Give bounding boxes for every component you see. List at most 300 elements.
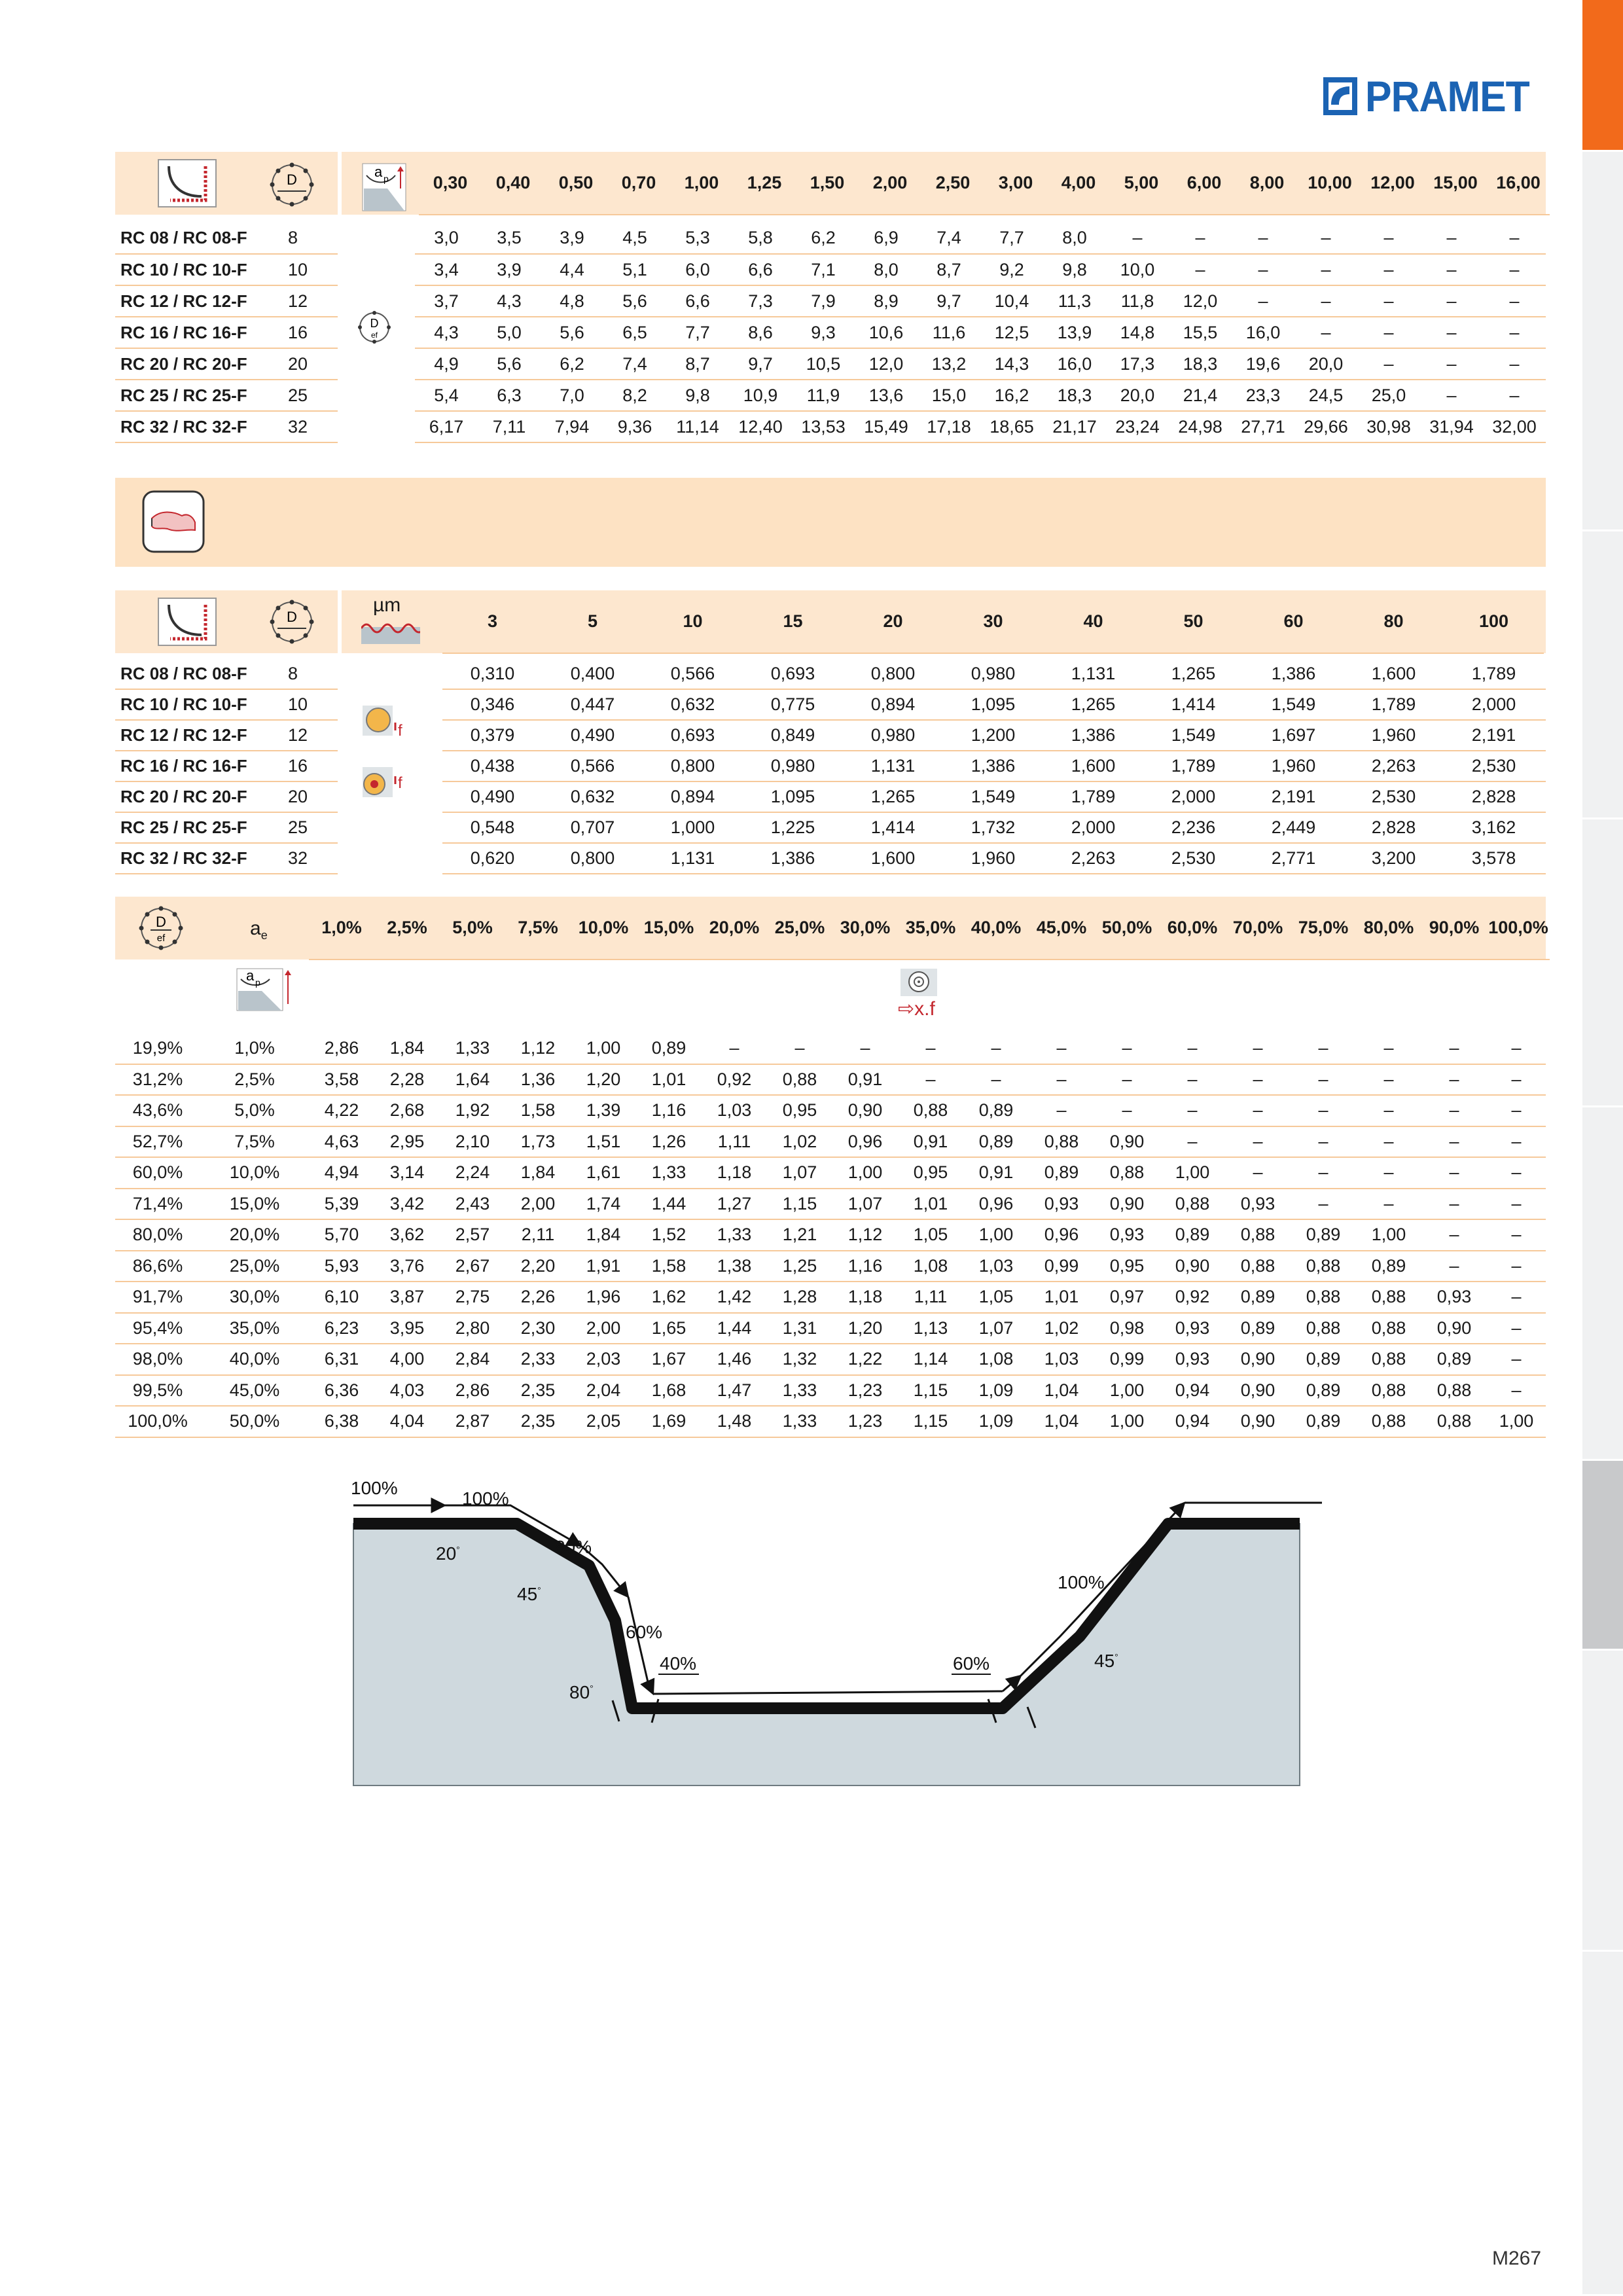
svg-text:f: f	[398, 722, 402, 738]
table2-header	[442, 590, 1544, 654]
section-tab-active[interactable]	[1582, 0, 1623, 152]
table-cell: –	[1356, 1189, 1421, 1220]
table-cell: 1,600	[1371, 663, 1416, 683]
table-cell: 4,4	[560, 259, 584, 279]
table3-col-header: 100,0%	[1487, 897, 1550, 960]
table-cell: –	[1446, 291, 1457, 311]
diagram-label-text: 45	[517, 1584, 538, 1604]
table2-col-header: 30	[943, 590, 1043, 653]
table-cell: 3,76	[374, 1251, 440, 1282]
table-cell: 13,6	[868, 385, 904, 405]
table-cell: 1,789	[1471, 663, 1516, 683]
table-cell: 10,6	[868, 322, 904, 342]
insert-name: RC 20 / RC 20-F	[115, 781, 272, 812]
table-cell: 1,00	[1487, 1406, 1546, 1437]
table-cell: 1,789	[1071, 787, 1116, 806]
table-cell: 2,75	[440, 1282, 505, 1313]
table-cell: 6,36	[309, 1375, 374, 1407]
table-cell: 0,90	[1094, 1126, 1160, 1158]
table-row	[115, 1064, 1546, 1096]
table-cell: 19,6	[1245, 353, 1281, 374]
table-cell: 0,95	[898, 1157, 963, 1189]
table-cell: –	[1487, 1064, 1546, 1096]
degree-mark: °	[537, 1585, 541, 1596]
table-cell: 0,88	[767, 1064, 832, 1096]
table-cell: 0,98	[1094, 1313, 1160, 1344]
table-cell: 0,89	[963, 1095, 1029, 1126]
table-cell: 2,57	[440, 1219, 505, 1251]
ae-value: 20,0%	[200, 1219, 309, 1251]
table-cell: 1,42	[702, 1282, 767, 1313]
table-cell: 1,44	[702, 1313, 767, 1344]
values-row	[442, 787, 1546, 807]
table1-col-header: 5,00	[1110, 152, 1173, 215]
table-cell: 2,00	[505, 1189, 571, 1220]
table-cell: 6,0	[685, 259, 710, 279]
roughness-unit: µm	[373, 594, 401, 616]
insert-diameter: 10	[272, 689, 338, 720]
table-cell: 2,87	[440, 1406, 505, 1437]
diagram-label: 60%	[626, 1622, 663, 1642]
table-cell: 0,88	[1356, 1406, 1421, 1437]
insert-diameter: 25	[272, 380, 338, 411]
values-row	[442, 756, 1546, 776]
table-cell: 1,960	[971, 848, 1016, 868]
table-cell: –	[1383, 291, 1394, 311]
table-cell: 11,8	[1120, 291, 1154, 311]
table-cell: 1,47	[702, 1375, 767, 1407]
ae-value: 5,0%	[200, 1095, 309, 1126]
table-cell: 3,5	[497, 228, 522, 247]
table-cell: 2,20	[505, 1251, 571, 1282]
insert-diameter: 16	[272, 317, 338, 348]
insert-diameter: 20	[272, 348, 338, 380]
table-row	[115, 720, 1546, 751]
table-cell: 24,98	[1178, 416, 1222, 437]
table2-col-header: 40	[1043, 590, 1143, 653]
table-cell: 4,04	[374, 1406, 440, 1437]
table-cell: 0,88	[1291, 1282, 1356, 1313]
table-cell: –	[1446, 259, 1457, 279]
table-row	[115, 380, 1546, 411]
svg-text:a: a	[246, 967, 255, 984]
section-tab[interactable]	[1582, 819, 1623, 1107]
table-cell: 0,89	[963, 1126, 1029, 1158]
table-cell: 4,63	[309, 1126, 374, 1158]
table-cell: –	[1225, 1033, 1291, 1064]
table-cell: 3,162	[1471, 817, 1516, 837]
brand-logo	[1322, 73, 1544, 119]
table-cell: 2,04	[571, 1375, 636, 1407]
table-cell: 1,16	[636, 1095, 702, 1126]
icon-cell	[338, 658, 442, 689]
table-cell: 23,3	[1245, 385, 1281, 405]
table-cell: 1,03	[1029, 1344, 1094, 1375]
table-cell: 1,84	[374, 1033, 440, 1064]
table-cell: 1,22	[832, 1344, 898, 1375]
table-cell: 7,1	[811, 259, 836, 279]
table-row	[115, 285, 1546, 317]
table-cell: 24,5	[1308, 385, 1344, 405]
table-cell: –	[1383, 228, 1394, 247]
section-tab[interactable]	[1582, 531, 1623, 819]
diagram-label: 100%	[351, 1478, 398, 1498]
table-cell: –	[1446, 228, 1457, 247]
table-cell: 10,0	[1120, 259, 1155, 279]
table-cell: 3,9	[560, 228, 584, 247]
table-cell: 3,7	[434, 291, 459, 311]
table-cell: 5,6	[622, 291, 647, 311]
table-cell: –	[1487, 1282, 1546, 1313]
table-cell: 0,94	[1160, 1406, 1225, 1437]
table1-col-header: 0,50	[544, 152, 607, 215]
values-row	[442, 694, 1546, 715]
table-cell: 6,17	[429, 416, 464, 437]
def-ratio: 95,4%	[115, 1313, 200, 1344]
table-cell: 1,02	[767, 1126, 832, 1158]
table-cell: 1,960	[1271, 756, 1316, 776]
ae-value: 45,0%	[200, 1375, 309, 1407]
table-cell: 0,90	[1225, 1406, 1291, 1437]
table1-col-header: 4,00	[1047, 152, 1110, 215]
table-cell: 9,36	[617, 416, 652, 437]
table3-col-header: 5,0%	[440, 897, 505, 960]
table-cell: 0,96	[1029, 1219, 1094, 1251]
table3-col-header: 30,0%	[832, 897, 898, 960]
table-cell: 2,86	[309, 1033, 374, 1064]
table-cell: 0,93	[1094, 1219, 1160, 1251]
table-cell: 1,225	[770, 817, 815, 837]
table-cell: 2,236	[1171, 817, 1216, 837]
values-row	[415, 260, 1546, 280]
table-cell: 5,70	[309, 1219, 374, 1251]
table-cell: 7,4	[622, 353, 647, 374]
table-cell: 0,90	[1160, 1251, 1225, 1282]
table-cell: 8,7	[685, 353, 710, 374]
table-cell: 1,38	[702, 1251, 767, 1282]
values-row	[415, 354, 1546, 374]
table-cell: –	[1225, 1064, 1291, 1096]
table-cell: 7,94	[554, 416, 590, 437]
table-cell: 1,00	[963, 1219, 1029, 1251]
table-cell: –	[1356, 1157, 1421, 1189]
table-cell: 1,01	[636, 1064, 702, 1096]
table-cell: –	[1160, 1095, 1225, 1126]
table-cell: 6,23	[309, 1313, 374, 1344]
insert-shape-icon	[141, 490, 205, 554]
table-cell: 1,36	[505, 1064, 571, 1096]
table-cell: 0,89	[1029, 1157, 1094, 1189]
table-cell: 13,9	[1057, 322, 1092, 342]
section-tab[interactable]	[1582, 1952, 1623, 2296]
table-cell: 0,92	[1160, 1282, 1225, 1313]
table-cell: 16,0	[1245, 322, 1281, 342]
table3-col-header: 80,0%	[1356, 897, 1421, 960]
table-cell: 1,44	[636, 1189, 702, 1220]
table-cell: 1,11	[898, 1282, 963, 1313]
ae-value: 7,5%	[200, 1126, 309, 1158]
table-cell: 0,90	[1225, 1344, 1291, 1375]
table-cell: 1,386	[1271, 663, 1316, 683]
values-cell	[415, 223, 1546, 254]
feed-icon	[359, 703, 418, 738]
table-cell: 1,600	[1071, 756, 1116, 776]
table-cell: 1,01	[1029, 1282, 1094, 1313]
svg-text:D: D	[287, 609, 297, 625]
table-cell: 1,33	[767, 1406, 832, 1437]
table-cell: –	[1195, 228, 1205, 247]
section-tab[interactable]	[1582, 152, 1623, 531]
table-row	[115, 781, 1546, 812]
table-cell: 0,90	[1421, 1313, 1487, 1344]
table-cell: 21,4	[1183, 385, 1218, 405]
table-cell: 2,03	[571, 1344, 636, 1375]
table-cell: 0,693	[670, 725, 715, 745]
table-cell: 15,5	[1183, 322, 1218, 342]
radius-insert-icon	[156, 157, 219, 209]
table-cell: 1,15	[898, 1375, 963, 1407]
svg-text:ef: ef	[370, 331, 378, 340]
insert-diameter: 32	[272, 411, 338, 442]
table-cell: 1,18	[832, 1282, 898, 1313]
ae-label-sub: e	[260, 929, 268, 942]
table-cell: 0,632	[570, 787, 615, 806]
insert-diameter: 25	[272, 812, 338, 843]
table-cell: –	[1487, 1219, 1546, 1251]
table-cell: 0,89	[1291, 1375, 1356, 1407]
table-cell: 0,88	[1356, 1344, 1421, 1375]
table-cell: 1,31	[767, 1313, 832, 1344]
table-cell: 1,32	[767, 1344, 832, 1375]
diagram-label: 100%	[462, 1488, 509, 1509]
table-cell: 1,00	[1094, 1375, 1160, 1407]
table-cell: 6,2	[560, 353, 584, 374]
diagram-label: 40%	[660, 1653, 697, 1674]
table-cell: 0,93	[1225, 1189, 1291, 1220]
values-row	[415, 228, 1546, 248]
table-row	[115, 348, 1546, 380]
diagram-label-text: 45	[1094, 1651, 1115, 1671]
table-cell: 10,5	[806, 353, 841, 374]
table-cell: 3,4	[434, 259, 459, 279]
table-cell: 1,05	[963, 1282, 1029, 1313]
table-cell: 1,000	[670, 817, 715, 837]
table-cell: –	[1487, 1033, 1546, 1064]
insert-diameter: 16	[272, 751, 338, 781]
ae-value: 35,0%	[200, 1313, 309, 1344]
table-cell: –	[1225, 1095, 1291, 1126]
svg-text:ef: ef	[156, 933, 166, 944]
table-cell: 1,09	[963, 1406, 1029, 1437]
table-cell: 2,28	[374, 1064, 440, 1096]
table-cell: 7,4	[936, 228, 961, 247]
table-cell: 1,00	[1356, 1219, 1421, 1251]
table-cell: 0,894	[670, 787, 715, 806]
workpiece-material	[353, 1524, 1300, 1785]
table1-col-header: 12,00	[1361, 152, 1424, 215]
table-cell: 4,9	[434, 353, 459, 374]
section-tab[interactable]	[1582, 1651, 1623, 1952]
table-cell: 1,28	[767, 1282, 832, 1313]
table-cell: 0,93	[1160, 1344, 1225, 1375]
table-row	[115, 1375, 1546, 1407]
table-cell: 3,62	[374, 1219, 440, 1251]
depth-of-cut-icon	[236, 967, 294, 1013]
table1-col-header: 0,70	[607, 152, 670, 215]
table1-col-header: 16,00	[1487, 152, 1550, 215]
table-cell: 2,30	[505, 1313, 571, 1344]
table-cell: –	[1094, 1033, 1160, 1064]
section-tab[interactable]	[1582, 1107, 1623, 1461]
table-row	[115, 254, 1546, 285]
table3-col-header: 75,0%	[1291, 897, 1356, 960]
table-cell: 1,69	[636, 1406, 702, 1437]
table-cell: 1,549	[1171, 725, 1216, 745]
table-cell: –	[1509, 259, 1520, 279]
table-cell: 0,88	[1160, 1189, 1225, 1220]
table-cell: 13,53	[801, 416, 846, 437]
table-cell: 1,08	[898, 1251, 963, 1282]
table-cell: 2,95	[374, 1126, 440, 1158]
values-row	[442, 817, 1546, 838]
table-cell: –	[1321, 228, 1331, 247]
table-cell: 1,131	[1071, 663, 1116, 683]
table-cell: 0,89	[1291, 1219, 1356, 1251]
table-cell: 1,18	[702, 1157, 767, 1189]
table-cell: 2,10	[440, 1126, 505, 1158]
table-cell: –	[1509, 385, 1520, 405]
table-cell: –	[1132, 228, 1143, 247]
table-cell: 0,693	[770, 663, 815, 683]
table-cell: –	[963, 1033, 1029, 1064]
ae-value: 1,0%	[200, 1033, 309, 1064]
insert-diameter: 12	[272, 285, 338, 317]
icon-cell	[338, 812, 442, 843]
table2-col-header: 60	[1243, 590, 1344, 653]
table-cell: 1,33	[636, 1157, 702, 1189]
table-cell: 1,27	[702, 1189, 767, 1220]
xf-label	[898, 997, 935, 1020]
table-cell: 0,447	[570, 694, 615, 714]
table-row	[115, 1251, 1546, 1282]
table-cell: 6,2	[811, 228, 836, 247]
table-cell: –	[1446, 353, 1457, 374]
table-cell: 2,35	[505, 1375, 571, 1407]
values-cell	[442, 781, 1546, 812]
table-cell: 0,88	[1356, 1375, 1421, 1407]
table-cell: 2,530	[1471, 756, 1516, 776]
table1-col-header: 2,50	[921, 152, 984, 215]
table-cell: 1,15	[767, 1189, 832, 1220]
table-cell: 0,89	[1356, 1251, 1421, 1282]
table-cell: 0,88	[1291, 1251, 1356, 1282]
insert-diameter: 8	[272, 658, 338, 689]
table-cell: 1,04	[1029, 1375, 1094, 1407]
table-cell: 5,1	[622, 259, 647, 279]
insert-name: RC 12 / RC 12-F	[115, 285, 272, 317]
table-cell: –	[1487, 1189, 1546, 1220]
table-cell: 0,980	[870, 725, 916, 745]
def-ratio: 98,0%	[115, 1344, 200, 1375]
table-cell: 0,93	[1160, 1313, 1225, 1344]
def-ratio: 86,6%	[115, 1251, 200, 1282]
table-cell: 1,20	[832, 1313, 898, 1344]
table-cell: 23,24	[1115, 416, 1160, 437]
table-cell: –	[1487, 1251, 1546, 1282]
diagram-label	[517, 1584, 541, 1605]
def-ratio: 31,2%	[115, 1064, 200, 1096]
table-cell: 1,68	[636, 1375, 702, 1407]
table-cell: 3,42	[374, 1189, 440, 1220]
table-cell: 9,8	[685, 385, 710, 405]
section-tab-current[interactable]	[1582, 1461, 1623, 1651]
table-cell: 5,3	[685, 228, 710, 247]
table-row	[115, 317, 1546, 348]
table-cell: –	[1291, 1189, 1356, 1220]
icon-cell	[338, 348, 415, 380]
table-row	[115, 689, 1546, 720]
table2-col-header: 3	[442, 590, 543, 653]
def-ratio: 43,6%	[115, 1095, 200, 1126]
table-cell: 0,88	[1094, 1157, 1160, 1189]
insert-name: RC 32 / RC 32-F	[115, 843, 272, 874]
table-cell: 9,2	[999, 259, 1024, 279]
table-cell: –	[1421, 1219, 1487, 1251]
table-row	[115, 1406, 1546, 1437]
table-cell: –	[1487, 1095, 1546, 1126]
table-cell: –	[1487, 1344, 1546, 1375]
table-cell: 18,3	[1057, 385, 1092, 405]
table-cell: –	[1446, 385, 1457, 405]
table-cell: 0,566	[670, 663, 715, 683]
table-cell: –	[1321, 322, 1331, 342]
table3-body	[115, 1033, 1546, 1438]
diameter-icon	[267, 160, 317, 209]
toolpath-line	[653, 1691, 1003, 1694]
table-cell: 12,40	[738, 416, 783, 437]
table-cell: 2,24	[440, 1157, 505, 1189]
table-cell: –	[702, 1033, 767, 1064]
table2-col-header: 100	[1444, 590, 1544, 653]
table-cell: 1,265	[1071, 694, 1116, 714]
table-cell: 1,549	[971, 787, 1016, 806]
ae-value: 40,0%	[200, 1344, 309, 1375]
table-row	[115, 1219, 1546, 1251]
table-row	[115, 1157, 1546, 1189]
table-cell: –	[1029, 1095, 1094, 1126]
insert-name: RC 20 / RC 20-F	[115, 348, 272, 380]
icon-cell	[338, 254, 415, 285]
table-cell: 9,8	[1062, 259, 1087, 279]
table-cell: 9,3	[811, 322, 836, 342]
table-cell: 15,0	[931, 385, 967, 405]
table-cell: 12,0	[868, 353, 904, 374]
table-cell: 0,89	[1291, 1406, 1356, 1437]
table-cell: 8,0	[874, 259, 899, 279]
table-cell: 5,93	[309, 1251, 374, 1282]
table-row	[115, 1344, 1546, 1375]
table-row	[115, 1033, 1546, 1064]
table-cell: 0,800	[670, 756, 715, 776]
table-cell: 5,6	[497, 353, 522, 374]
values-row	[442, 664, 1546, 684]
insert-name: RC 16 / RC 16-F	[115, 317, 272, 348]
table-cell: 1,05	[898, 1219, 963, 1251]
ae-value: 30,0%	[200, 1282, 309, 1313]
table-cell: 0,88	[1356, 1282, 1421, 1313]
table-cell: 8,7	[936, 259, 961, 279]
table1-col-header: 0,30	[419, 152, 482, 215]
